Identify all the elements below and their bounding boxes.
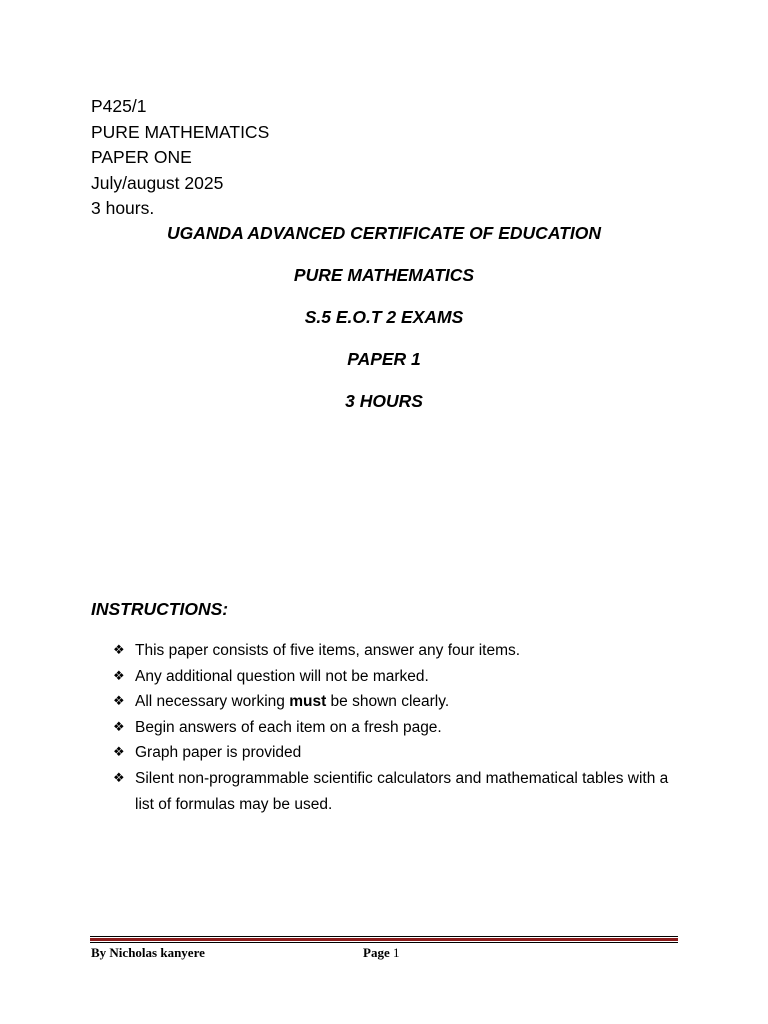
list-item	[113, 664, 673, 690]
instruction-text: Graph paper is provided	[135, 744, 302, 762]
footer-rule	[90, 942, 678, 943]
subject-name: PURE MATHEMATICS	[91, 121, 270, 142]
exam-header	[91, 94, 269, 222]
exam-board-title: UGANDA ADVANCED CERTIFICATE OF EDUCATION	[167, 223, 601, 243]
diamond-bullet-icon: ❖	[113, 643, 125, 658]
diamond-bullet-icon: ❖	[113, 745, 125, 761]
footer-author: By Nicholas kanyere	[91, 945, 205, 960]
footer-page-number	[363, 944, 399, 961]
instruction-text: Any additional question will not be marked.	[135, 667, 429, 685]
diamond-bullet-icon: ❖	[113, 719, 125, 735]
list-item	[113, 766, 673, 817]
exam-series-title: S.5 E.O.T 2 EXAMS	[304, 307, 464, 327]
exam-date: July/august 2025	[91, 172, 224, 193]
instruction-text: be shown clearly.	[326, 693, 450, 711]
instructions-list	[113, 638, 673, 817]
page-number: 1	[392, 945, 400, 960]
diamond-bullet-icon: ❖	[113, 770, 125, 786]
footer-rule	[90, 936, 678, 937]
list-item	[113, 689, 673, 715]
footer-rule-accent	[90, 938, 678, 941]
paper-number: PAPER ONE	[91, 147, 192, 167]
list-item	[113, 638, 673, 664]
instruction-text: All necessary working	[135, 693, 290, 711]
instruction-text: Begin answers of each item on a fresh page.	[135, 718, 442, 736]
diamond-bullet-icon: ❖	[113, 668, 125, 684]
list-item	[113, 715, 673, 741]
exam-duration: 3 hours.	[91, 198, 155, 218]
page-label: Page	[363, 945, 390, 960]
diamond-bullet-icon: ❖	[113, 694, 125, 710]
subject-title: PURE MATHEMATICS	[293, 265, 475, 285]
instruction-text: This paper consists of five items, answer any four items.	[135, 642, 521, 659]
instruction-text: Silent non-programmable scientific calculators and mathematical tables with a list of formulas may be used.	[135, 769, 669, 813]
list-item	[113, 740, 673, 766]
duration-title: 3 HOURS	[345, 391, 423, 411]
paper-title: PAPER 1	[347, 349, 421, 369]
emphasis-text: must	[289, 693, 327, 711]
paper-code: P425/1	[91, 96, 147, 116]
instructions-heading: INSTRUCTIONS:	[91, 599, 229, 619]
